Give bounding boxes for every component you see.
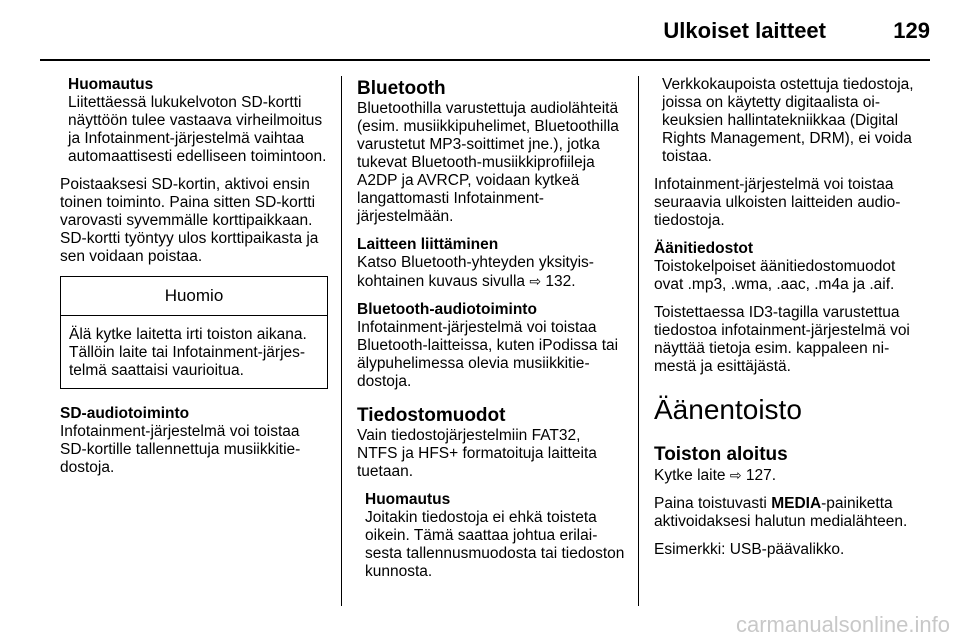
note-title-2: Huomautus: [365, 491, 451, 508]
column-2: [357, 76, 625, 591]
audio-formats-text: Toistokelpoiset äänitiedostomuodot ovat .mp3, .wma, .aac, .m4a ja .aif.: [654, 258, 896, 293]
start-playback-heading: Toiston aloitus: [654, 444, 788, 465]
playback-title: Äänentoisto: [654, 394, 802, 425]
file-formats-heading: Tiedostomuodot: [357, 405, 506, 426]
media-pre: Paina toistuvasti: [654, 495, 772, 512]
connect-text: Katso Bluetooth-yhteyden yksityiskohtainen kuvaus sivulla: [357, 254, 594, 290]
watermark: carmanualsonline.info: [735, 612, 950, 637]
caution-text: Älä kytke laitetta irti toiston aikana. Tällöin laite tai Infotainment-järjestelmä saattaisi vaurioitua.: [69, 326, 307, 379]
note-box-2: [357, 491, 625, 581]
header-rule: [40, 59, 930, 61]
start-paragraph: [654, 466, 924, 485]
column-divider-1: [341, 76, 342, 606]
sd-audio-heading: SD-audiotoiminto: [60, 405, 190, 422]
note-title: Huomautus: [68, 76, 154, 93]
media-key-label: MEDIA: [771, 495, 822, 512]
connect-heading: Laitteen liittäminen: [357, 236, 499, 253]
id3-text: Toistettaessa ID3-tagilla varustettua tiedostoa infotainment-järjestelmä voi näyttää tietoja esim. kappaleen nimestä ja esittäjästä.: [654, 304, 910, 375]
file-formats-text: Vain tiedostojärjestelmiin FAT32, NTFS ja HFS+ formatoituja laitteita tuetaan.: [357, 427, 597, 480]
column-3: [654, 76, 924, 569]
start-page-ref[interactable]: 127.: [745, 467, 777, 484]
bluetooth-text: Bluetoothilla varustettuja audiolähteitä (esim. musiikkipuhelimet, Bluetoothilla varustetut MP3-soittimet jne.), jotka tukevat Bluetooth-musiikkiprofiileja A2DP ja AVRCP, voidaan kytkeä langattomasti Infotainment-järjestelmään.: [357, 100, 619, 225]
media-post: -painiketta aktivoidaksesi halutun medialähteen.: [654, 495, 908, 530]
header-title: Ulkoiset laitteet: [663, 18, 826, 43]
page-number: 129: [893, 18, 930, 43]
note-box: [60, 76, 328, 166]
caution-title: Huomio: [61, 277, 327, 316]
connect-page-ref[interactable]: 132.: [545, 273, 576, 290]
sd-audio-text: Infotainment-järjestelmä voi toistaa SD-kortille tallennettuja musiikkitiedostoja.: [60, 423, 301, 476]
sd-removal-paragraph: Poistaaksesi SD-kortin, aktivoi ensin toinen toiminto. Paina sitten SD-kortti varovasti syvemmälle korttipaikkaan. SD-kortti työntyy ulos korttipaikasta ja sen voidaan poistaa.: [60, 176, 319, 265]
page-ref-arrow-icon: ⇨: [729, 467, 742, 483]
example-text: Esimerkki: USB-päävalikko.: [654, 541, 845, 558]
note-text: Liitettäessä lukukelvoton SD-kortti näyttöön tulee vastaava virheilmoitus ja Infotainment-järjestelmä vaihtaa automaattisesti edelliseen toimintoon.: [68, 94, 327, 165]
media-paragraph: [654, 495, 924, 531]
column-1: [60, 76, 328, 487]
column-divider-2: [638, 76, 639, 606]
bluetooth-heading: Bluetooth: [357, 78, 446, 99]
bt-audio-heading: Bluetooth-audiotoiminto: [357, 301, 537, 318]
note-text-2: Joitakin tiedostoja ei ehkä toisteta oikein. Tämä saattaa johtua erilaisesta tallennusmuodosta tai tiedoston kunnosta.: [365, 509, 625, 580]
bt-audio-text: Infotainment-järjestelmä voi toistaa Bluetooth-laitteissa, kuten iPodissa tai älypuhelimessa olevia musiikkitiedostoja.: [357, 319, 619, 390]
drm-text: Verkkokaupoista ostettuja tiedostoja, joissa on käytetty digitaalista oikeuksien hallintatekniikkaa (Digital Rights Management, DRM), ei voida toistaa.: [662, 76, 914, 165]
page-ref-arrow-icon: ⇨: [529, 273, 542, 289]
external-audio-paragraph: Infotainment-järjestelmä voi toistaa seuraavia ulkoisten laitteiden audiotiedostoja.: [654, 176, 901, 229]
start-text: Kytke laite: [654, 467, 726, 484]
note-continuation: [654, 76, 924, 166]
connect-paragraph: [357, 254, 625, 291]
audio-files-heading: Äänitiedostot: [654, 240, 754, 257]
caution-box: [60, 276, 328, 389]
